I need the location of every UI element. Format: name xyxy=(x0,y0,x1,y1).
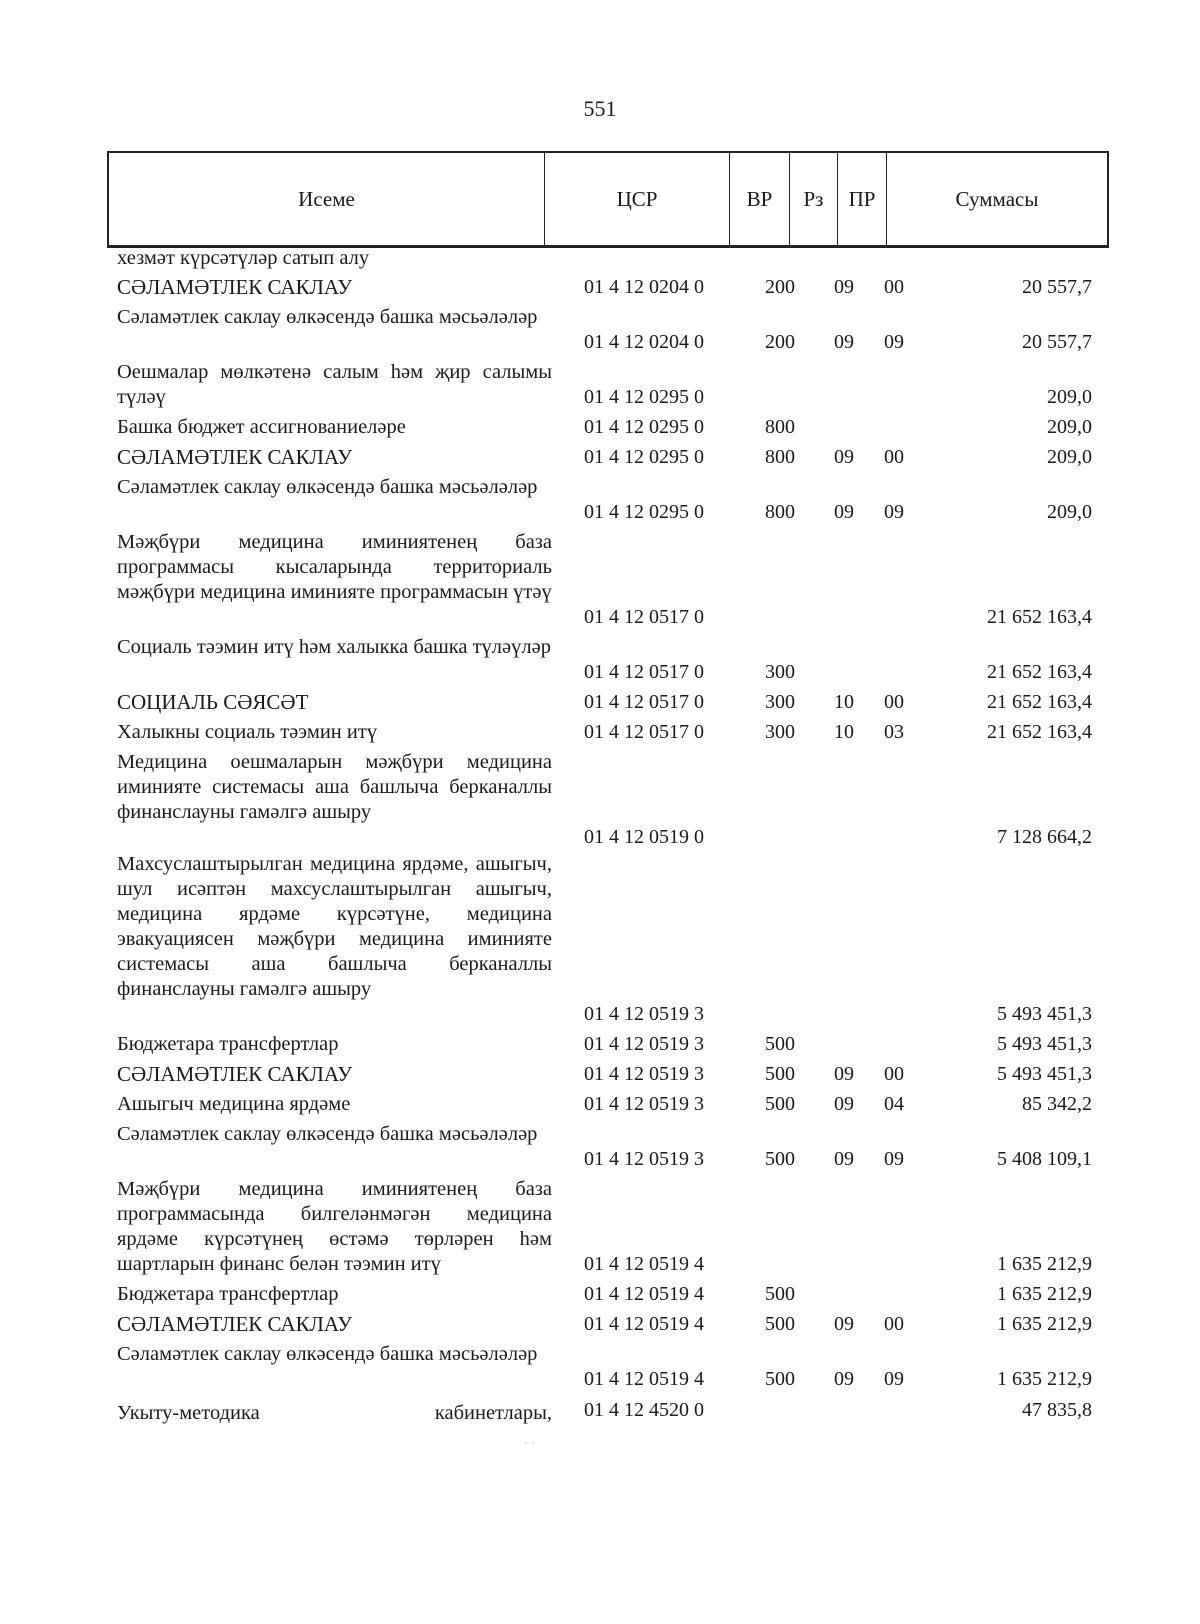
row-csr: 01 4 12 0295 0 xyxy=(584,501,704,523)
row-sum: 21 652 163,4 xyxy=(987,721,1092,743)
row-pr: 00 xyxy=(884,276,904,298)
row-rz: 09 xyxy=(834,501,854,523)
row-vr: 500 xyxy=(765,1313,795,1335)
row-sum: 1 635 212,9 xyxy=(997,1253,1092,1275)
row-pr: 00 xyxy=(884,1313,904,1335)
row-csr: 01 4 12 4520 0 xyxy=(584,1399,704,1421)
row-name: Бюджетара трансфертлар xyxy=(117,1033,339,1055)
row-name: СӘЛАМӘТЛЕК САКЛАУ xyxy=(117,275,353,299)
row-name: СӘЛАМӘТЛЕК САКЛАУ xyxy=(117,445,353,469)
row-csr: 01 4 12 0519 3 xyxy=(584,1148,704,1170)
row-csr: 01 4 12 0295 0 xyxy=(584,416,704,438)
row-vr: 200 xyxy=(765,331,795,353)
row-name: хезмәт күрсәтүләр сатып алу xyxy=(117,247,370,269)
row-sum: 209,0 xyxy=(1047,501,1092,523)
row-csr: 01 4 12 0519 4 xyxy=(584,1283,704,1305)
row-name: Башка бюджет ассигнованиеләре xyxy=(117,416,406,438)
row-sum: 209,0 xyxy=(1047,416,1092,438)
row-vr: 500 xyxy=(765,1063,795,1085)
row-sum: 5 408 109,1 xyxy=(997,1148,1092,1170)
row-vr: 500 xyxy=(765,1148,795,1170)
row-name: Бюджетара трансфертлар xyxy=(117,1283,339,1305)
row-vr: 500 xyxy=(765,1033,795,1055)
row-rz: 09 xyxy=(834,1313,854,1335)
row-csr: 01 4 12 0519 3 xyxy=(584,1063,704,1085)
row-pr: 04 xyxy=(884,1093,904,1115)
row-csr: 01 4 12 0517 0 xyxy=(584,691,704,713)
row-pr: 09 xyxy=(884,1148,904,1170)
row-name: СӘЛАМӘТЛЕК САКЛАУ xyxy=(117,1062,353,1086)
row-pr: 09 xyxy=(884,501,904,523)
row-sum: 5 493 451,3 xyxy=(997,1063,1092,1085)
row-name: Сәламәтлек саклау өлкәсендә башка мәсьәләләр xyxy=(117,306,538,328)
row-pr: 00 xyxy=(884,691,904,713)
row-csr: 01 4 12 0517 0 xyxy=(584,721,704,743)
row-rz: 09 xyxy=(834,1148,854,1170)
row-pr: 09 xyxy=(884,1368,904,1390)
row-pr: 00 xyxy=(884,446,904,468)
row-name: Мәҗбүри медицина иминиятенең база программасы кысаларында территориаль мәҗбүри медицина иминияте программасын үтәү xyxy=(117,531,552,603)
row-csr: 01 4 12 0519 4 xyxy=(584,1313,704,1335)
row-rz: 09 xyxy=(834,276,854,298)
row-csr: 01 4 12 0519 4 xyxy=(584,1253,704,1275)
header-csr: ЦСР xyxy=(545,153,730,245)
row-csr: 01 4 12 0295 0 xyxy=(584,386,704,408)
row-csr: 01 4 12 0519 3 xyxy=(584,1033,704,1055)
row-csr: 01 4 12 0519 0 xyxy=(584,826,704,848)
row-name: Мәҗбүри медицина иминиятенең база программасында билгеләнмәгән медицина ярдәме күрсәтүнең өстәмә төрләрен һәм шартларын финанс белән тәэмин итү xyxy=(117,1178,552,1275)
row-csr: 01 4 12 0517 0 xyxy=(584,661,704,683)
header-sum: Суммасы xyxy=(955,186,1039,211)
header-rz: Рз xyxy=(790,153,838,245)
header-vr: ВР xyxy=(730,153,790,245)
row-rz: 09 xyxy=(834,331,854,353)
row-name: Халыкны социаль тәэмин итү xyxy=(117,721,378,743)
row-name: Сәламәтлек саклау өлкәсендә башка мәсьәләләр xyxy=(117,476,538,498)
row-sum: 20 557,7 xyxy=(1022,331,1092,353)
row-vr: 800 xyxy=(765,446,795,468)
row-pr: 00 xyxy=(884,1063,904,1085)
row-rz: 09 xyxy=(834,446,854,468)
row-rz: 09 xyxy=(834,1093,854,1115)
row-vr: 300 xyxy=(765,691,795,713)
row-sum: 20 557,7 xyxy=(1022,276,1092,298)
row-csr: 01 4 12 0519 4 xyxy=(584,1368,704,1390)
row-csr: 01 4 12 0204 0 xyxy=(584,331,704,353)
row-csr: 01 4 12 0519 3 xyxy=(584,1093,704,1115)
row-vr: 200 xyxy=(765,276,795,298)
row-name: Сәламәтлек саклау өлкәсендә башка мәсьәләләр xyxy=(117,1123,538,1145)
header-name: Исеме xyxy=(109,153,545,245)
row-sum: 7 128 664,2 xyxy=(997,826,1092,848)
row-rz: 09 xyxy=(834,1368,854,1390)
scan-dots: · · xyxy=(524,1436,535,1450)
row-csr: 01 4 12 0295 0 xyxy=(584,446,704,468)
row-sum: 21 652 163,4 xyxy=(987,606,1092,628)
row-sum: 1 635 212,9 xyxy=(997,1313,1092,1335)
row-rz: 10 xyxy=(834,691,854,713)
row-vr: 800 xyxy=(765,416,795,438)
row-sum: 21 652 163,4 xyxy=(987,691,1092,713)
row-rz: 09 xyxy=(834,1063,854,1085)
row-sum: 85 342,2 xyxy=(1022,1093,1092,1115)
row-vr: 500 xyxy=(765,1283,795,1305)
row-sum: 5 493 451,3 xyxy=(997,1003,1092,1025)
row-sum: 47 835,8 xyxy=(1022,1399,1092,1421)
row-name: Ашыгыч медицина ярдәме xyxy=(117,1093,351,1115)
row-sum: 21 652 163,4 xyxy=(987,661,1092,683)
row-csr: 01 4 12 0204 0 xyxy=(584,276,704,298)
row-name: СӘЛАМӘТЛЕК САКЛАУ xyxy=(117,1312,353,1336)
row-sum: 209,0 xyxy=(1047,386,1092,408)
row-vr: 300 xyxy=(765,721,795,743)
row-name: Оешмалар мөлкәтенә салым һәм җир салымы түләү xyxy=(117,361,552,408)
row-sum: 209,0 xyxy=(1047,446,1092,468)
row-vr: 300 xyxy=(765,661,795,683)
row-sum: 5 493 451,3 xyxy=(997,1033,1092,1055)
row-name: Укыту-методика кабинетлары, xyxy=(117,1402,552,1424)
row-vr: 500 xyxy=(765,1093,795,1115)
row-pr: 03 xyxy=(884,721,904,743)
row-csr: 01 4 12 0519 3 xyxy=(584,1003,704,1025)
row-sum: 1 635 212,9 xyxy=(997,1283,1092,1305)
row-rz: 10 xyxy=(834,721,854,743)
row-vr: 800 xyxy=(765,501,795,523)
row-sum: 1 635 212,9 xyxy=(997,1368,1092,1390)
row-name: СОЦИАЛЬ СӘЯСӘТ xyxy=(117,690,309,714)
page-number: 551 xyxy=(583,96,617,121)
row-csr: 01 4 12 0517 0 xyxy=(584,606,704,628)
row-vr: 500 xyxy=(765,1368,795,1390)
row-name: Медицина оешмаларын мәҗбүри медицина иминияте системасы аша башлыча берканаллы финанслауны гамәлгә ашыру xyxy=(117,751,552,823)
row-name: Сәламәтлек саклау өлкәсендә башка мәсьәләләр xyxy=(117,1343,538,1365)
row-name: Социаль тәэмин итү һәм халыкка башка түләүләр xyxy=(117,636,551,658)
header-pr: ПР xyxy=(838,153,887,245)
row-name: Махсуслаштырылган медицина ярдәме, ашыгыч, шул исәптән махсуслаштырылган ашыгыч, медицина ярдәме күрсәтүне, медицина эвакуациясен мәҗбүри медицина иминияте системасы аша башлыча берканаллы финанслауны гамәлгә ашыру xyxy=(117,853,552,1000)
row-pr: 09 xyxy=(884,331,904,353)
